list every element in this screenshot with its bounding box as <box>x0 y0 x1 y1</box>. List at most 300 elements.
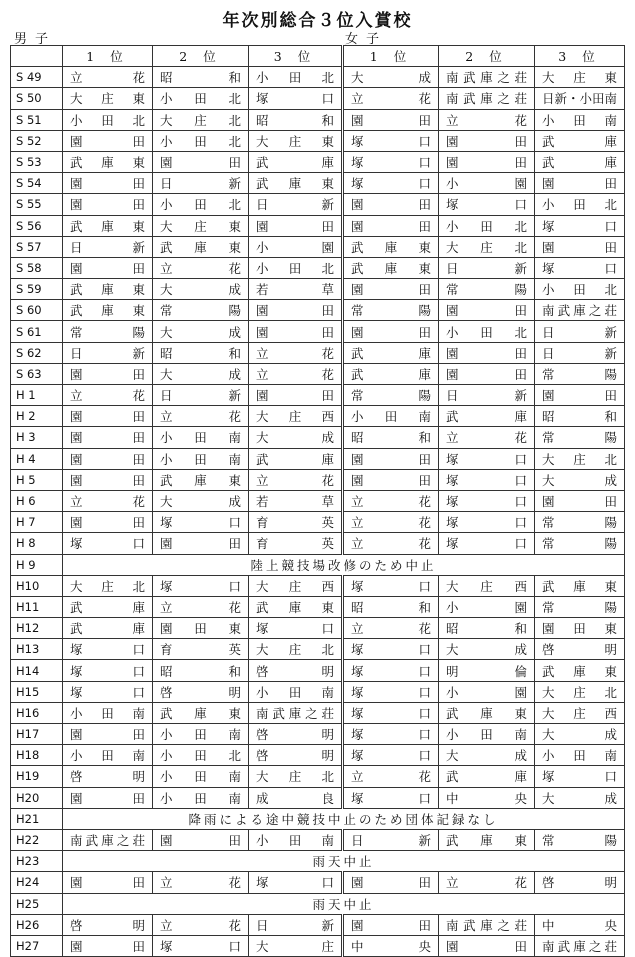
girls-3rd-cell: 大成 <box>535 724 625 745</box>
table-row <box>11 745 625 766</box>
boys-1st-cell: 日新 <box>63 236 153 257</box>
table-row <box>11 385 625 406</box>
boys-2nd-cell: 武庫東 <box>153 236 249 257</box>
boys-2nd-cell: 大庄東 <box>153 215 249 236</box>
boys-2nd-cell: 園田 <box>153 829 249 850</box>
table-row <box>11 914 625 935</box>
header-girls-3rd: 3 位 <box>535 46 625 67</box>
boys-2nd-cell: 小田南 <box>153 724 249 745</box>
year-cell: S 62 <box>11 342 63 363</box>
girls-2nd-cell: 武庫東 <box>439 829 535 850</box>
year-cell: H24 <box>11 872 63 893</box>
table-row <box>11 533 625 554</box>
table-row <box>11 724 625 745</box>
girls-1st-cell: 塚口 <box>343 151 439 172</box>
boys-3rd-cell: 南武庫之荘 <box>249 702 343 723</box>
girls-3rd-cell: 中央 <box>535 914 625 935</box>
boys-2nd-cell: 啓明 <box>153 681 249 702</box>
girls-1st-cell: 園田 <box>343 279 439 300</box>
boys-1st-cell: 園田 <box>63 512 153 533</box>
girls-2nd-cell: 園田 <box>439 151 535 172</box>
girls-3rd-cell: 武庫東 <box>535 660 625 681</box>
girls-3rd-cell: 大庄東 <box>535 67 625 88</box>
girls-3rd-cell: 常陽 <box>535 596 625 617</box>
boys-1st-cell: 園田 <box>63 787 153 808</box>
boys-3rd-cell: 育英 <box>249 512 343 533</box>
page-title: 年次別総合３位入賞校 <box>222 11 413 31</box>
boys-2nd-cell: 立花 <box>153 596 249 617</box>
table-row <box>11 618 625 639</box>
girls-2nd-cell: 園田 <box>439 342 535 363</box>
girls-1st-cell: 日新 <box>343 829 439 850</box>
year-cell: H 8 <box>11 533 63 554</box>
boys-3rd-cell: 大庄東 <box>249 130 343 151</box>
boys-1st-cell: 園田 <box>63 427 153 448</box>
girls-2nd-cell: 武庫 <box>439 406 535 427</box>
girls-3rd-cell: 常陽 <box>535 427 625 448</box>
year-cell: S 55 <box>11 194 63 215</box>
girls-2nd-cell: 塚口 <box>439 448 535 469</box>
boys-3rd-cell: 小田南 <box>249 681 343 702</box>
note-cell: 降雨による途中競技中止のため団体記録なし <box>63 808 625 829</box>
header-girls-1st: 1 位 <box>343 46 439 67</box>
girls-2nd-cell: 小園 <box>439 596 535 617</box>
girls-2nd-cell: 明倫 <box>439 660 535 681</box>
boys-1st-cell: 塚口 <box>63 639 153 660</box>
note-cell: 陸上競技場改修のため中止 <box>63 554 625 575</box>
girls-3rd-cell: 常陽 <box>535 829 625 850</box>
boys-1st-cell: 塚口 <box>63 660 153 681</box>
boys-3rd-cell: 大庄西 <box>249 575 343 596</box>
year-cell: H 3 <box>11 427 63 448</box>
table-row <box>11 427 625 448</box>
table-row <box>11 575 625 596</box>
girls-3rd-cell: 常陽 <box>535 363 625 384</box>
table-row <box>11 554 625 575</box>
year-cell: H 1 <box>11 385 63 406</box>
boys-2nd-cell: 小田北 <box>153 745 249 766</box>
boys-3rd-cell: 日新 <box>249 194 343 215</box>
girls-1st-cell: 昭和 <box>343 427 439 448</box>
girls-2nd-cell: 塚口 <box>439 490 535 511</box>
girls-3rd-cell: 塚口 <box>535 257 625 278</box>
girls-2nd-cell: 塚口 <box>439 469 535 490</box>
girls-3rd-cell: 武庫 <box>535 151 625 172</box>
boys-1st-cell: 常陽 <box>63 321 153 342</box>
girls-2nd-cell: 立花 <box>439 872 535 893</box>
boys-3rd-cell: 園田 <box>249 321 343 342</box>
boys-2nd-cell: 昭和 <box>153 660 249 681</box>
girls-3rd-cell: 園田 <box>535 236 625 257</box>
girls-1st-cell: 塚口 <box>343 575 439 596</box>
year-cell: H16 <box>11 702 63 723</box>
boys-1st-cell: 園田 <box>63 724 153 745</box>
boys-1st-cell: 園田 <box>63 130 153 151</box>
girls-1st-cell: 園田 <box>343 215 439 236</box>
year-cell: H12 <box>11 618 63 639</box>
girls-2nd-cell: 塚口 <box>439 512 535 533</box>
boys-1st-cell: 武庫 <box>63 596 153 617</box>
boys-2nd-cell: 立花 <box>153 914 249 935</box>
boys-1st-cell: 園田 <box>63 194 153 215</box>
boys-2nd-cell: 日新 <box>153 385 249 406</box>
girls-section-label: 女子 <box>345 32 388 47</box>
girls-1st-cell: 塚口 <box>343 639 439 660</box>
year-cell: S 57 <box>11 236 63 257</box>
table-row <box>11 893 625 914</box>
year-cell: H20 <box>11 787 63 808</box>
girls-3rd-cell: 塚口 <box>535 766 625 787</box>
boys-section-label: 男子 <box>14 32 57 47</box>
boys-3rd-cell: 啓明 <box>249 745 343 766</box>
results-table <box>10 45 625 957</box>
table-body <box>11 67 625 957</box>
girls-1st-cell: 武庫 <box>343 342 439 363</box>
girls-3rd-cell: 日新 <box>535 342 625 363</box>
girls-1st-cell: 大成 <box>343 67 439 88</box>
girls-3rd-cell: 武庫東 <box>535 575 625 596</box>
girls-2nd-cell: 南武庫之荘 <box>439 67 535 88</box>
girls-3rd-cell: 昭和 <box>535 406 625 427</box>
girls-3rd-cell: 常陽 <box>535 533 625 554</box>
boys-1st-cell: 武庫東 <box>63 300 153 321</box>
boys-3rd-cell: 小田北 <box>249 257 343 278</box>
year-cell: S 54 <box>11 173 63 194</box>
table-row <box>11 215 625 236</box>
girls-3rd-cell: 大成 <box>535 787 625 808</box>
boys-1st-cell: 塚口 <box>63 533 153 554</box>
boys-1st-cell: 小田南 <box>63 745 153 766</box>
girls-2nd-cell: 園田 <box>439 363 535 384</box>
boys-1st-cell: 小田南 <box>63 702 153 723</box>
table-row <box>11 660 625 681</box>
boys-1st-cell: 園田 <box>63 363 153 384</box>
boys-2nd-cell: 武庫東 <box>153 702 249 723</box>
girls-3rd-cell: 啓明 <box>535 872 625 893</box>
boys-2nd-cell: 塚口 <box>153 575 249 596</box>
boys-2nd-cell: 日新 <box>153 173 249 194</box>
table-row <box>11 342 625 363</box>
boys-2nd-cell: 小田南 <box>153 448 249 469</box>
year-cell: H13 <box>11 639 63 660</box>
boys-2nd-cell: 大庄北 <box>153 109 249 130</box>
year-cell: H26 <box>11 914 63 935</box>
girls-2nd-cell: 武庫東 <box>439 702 535 723</box>
table-row <box>11 490 625 511</box>
boys-3rd-cell: 昭和 <box>249 109 343 130</box>
year-cell: H 9 <box>11 554 63 575</box>
boys-3rd-cell: 若草 <box>249 490 343 511</box>
girls-2nd-cell: 小田北 <box>439 215 535 236</box>
boys-3rd-cell: 啓明 <box>249 724 343 745</box>
boys-1st-cell: 立花 <box>63 385 153 406</box>
table-row <box>11 194 625 215</box>
year-cell: S 58 <box>11 257 63 278</box>
girls-2nd-cell: 日新 <box>439 385 535 406</box>
year-cell: S 49 <box>11 67 63 88</box>
girls-3rd-cell: 小田北 <box>535 279 625 300</box>
girls-1st-cell: 中央 <box>343 935 439 956</box>
girls-2nd-cell: 南武庫之荘 <box>439 914 535 935</box>
girls-1st-cell: 小田南 <box>343 406 439 427</box>
girls-1st-cell: 立花 <box>343 512 439 533</box>
girls-1st-cell: 園田 <box>343 469 439 490</box>
girls-2nd-cell: 大庄西 <box>439 575 535 596</box>
girls-2nd-cell: 立花 <box>439 109 535 130</box>
year-cell: H15 <box>11 681 63 702</box>
boys-1st-cell: 啓明 <box>63 766 153 787</box>
boys-1st-cell: 大庄東 <box>63 88 153 109</box>
boys-3rd-cell: 大庄北 <box>249 639 343 660</box>
girls-1st-cell: 立花 <box>343 490 439 511</box>
girls-3rd-cell: 日新・小田南 <box>535 88 625 109</box>
boys-2nd-cell: 立花 <box>153 872 249 893</box>
girls-2nd-cell: 中央 <box>439 787 535 808</box>
boys-3rd-cell: 小園 <box>249 236 343 257</box>
boys-2nd-cell: 小田南 <box>153 787 249 808</box>
girls-3rd-cell: 大成 <box>535 469 625 490</box>
table-row <box>11 363 625 384</box>
year-cell: S 51 <box>11 109 63 130</box>
boys-1st-cell: 南武庫之荘 <box>63 829 153 850</box>
header-girls-2nd: 2 位 <box>439 46 535 67</box>
girls-1st-cell: 塚口 <box>343 660 439 681</box>
girls-2nd-cell: 塚口 <box>439 533 535 554</box>
girls-1st-cell: 塚口 <box>343 173 439 194</box>
boys-3rd-cell: 成良 <box>249 787 343 808</box>
year-cell: S 60 <box>11 300 63 321</box>
boys-3rd-cell: 大庄西 <box>249 406 343 427</box>
table-row <box>11 512 625 533</box>
header-year <box>11 46 63 67</box>
boys-1st-cell: 園田 <box>63 257 153 278</box>
boys-2nd-cell: 立花 <box>153 406 249 427</box>
boys-3rd-cell: 育英 <box>249 533 343 554</box>
girls-3rd-cell: 小田北 <box>535 194 625 215</box>
girls-2nd-cell: 園田 <box>439 130 535 151</box>
boys-2nd-cell: 園田 <box>153 533 249 554</box>
boys-2nd-cell: 昭和 <box>153 67 249 88</box>
table-row <box>11 829 625 850</box>
boys-1st-cell: 立花 <box>63 67 153 88</box>
boys-1st-cell: 園田 <box>63 469 153 490</box>
boys-2nd-cell: 大成 <box>153 363 249 384</box>
girls-2nd-cell: 昭和 <box>439 618 535 639</box>
girls-1st-cell: 園田 <box>343 194 439 215</box>
boys-1st-cell: 園田 <box>63 406 153 427</box>
year-cell: H25 <box>11 893 63 914</box>
girls-3rd-cell: 園田東 <box>535 618 625 639</box>
girls-3rd-cell: 園田 <box>535 385 625 406</box>
year-cell: S 63 <box>11 363 63 384</box>
header-boys-2nd: 2 位 <box>153 46 249 67</box>
table-row <box>11 151 625 172</box>
girls-2nd-cell: 塚口 <box>439 194 535 215</box>
table-row <box>11 596 625 617</box>
boys-2nd-cell: 大成 <box>153 490 249 511</box>
boys-3rd-cell: 大庄北 <box>249 766 343 787</box>
boys-2nd-cell: 大成 <box>153 321 249 342</box>
boys-1st-cell: 啓明 <box>63 914 153 935</box>
year-cell: H23 <box>11 851 63 872</box>
girls-2nd-cell: 大庄北 <box>439 236 535 257</box>
note-cell: 雨天中止 <box>63 851 625 872</box>
girls-1st-cell: 塚口 <box>343 787 439 808</box>
girls-1st-cell: 立花 <box>343 88 439 109</box>
year-cell: H14 <box>11 660 63 681</box>
girls-3rd-cell: 南武庫之荘 <box>535 300 625 321</box>
boys-3rd-cell: 大庄 <box>249 935 343 956</box>
boys-1st-cell: 立花 <box>63 490 153 511</box>
header-boys-1st: 1 位 <box>63 46 153 67</box>
boys-2nd-cell: 小田南 <box>153 427 249 448</box>
boys-3rd-cell: 啓明 <box>249 660 343 681</box>
girls-2nd-cell: 南武庫之荘 <box>439 88 535 109</box>
boys-3rd-cell: 武庫 <box>249 151 343 172</box>
table-row <box>11 702 625 723</box>
girls-2nd-cell: 常陽 <box>439 279 535 300</box>
girls-3rd-cell: 大庄西 <box>535 702 625 723</box>
boys-3rd-cell: 武庫 <box>249 448 343 469</box>
boys-2nd-cell: 小田北 <box>153 88 249 109</box>
girls-1st-cell: 立花 <box>343 766 439 787</box>
boys-3rd-cell: 立花 <box>249 342 343 363</box>
girls-2nd-cell: 小田北 <box>439 321 535 342</box>
table-row <box>11 639 625 660</box>
table-row <box>11 109 625 130</box>
table-row <box>11 236 625 257</box>
table-row <box>11 321 625 342</box>
boys-2nd-cell: 塚口 <box>153 512 249 533</box>
year-cell: H 4 <box>11 448 63 469</box>
girls-1st-cell: 塚口 <box>343 681 439 702</box>
table-row <box>11 766 625 787</box>
table-row <box>11 851 625 872</box>
boys-2nd-cell: 小田北 <box>153 194 249 215</box>
girls-3rd-cell: 南武庫之荘 <box>535 935 625 956</box>
boys-3rd-cell: 小田北 <box>249 67 343 88</box>
year-cell: S 53 <box>11 151 63 172</box>
boys-3rd-cell: 園田 <box>249 385 343 406</box>
boys-2nd-cell: 昭和 <box>153 342 249 363</box>
header-boys-3rd: 3 位 <box>249 46 343 67</box>
year-cell: S 52 <box>11 130 63 151</box>
boys-2nd-cell: 大成 <box>153 279 249 300</box>
table-row <box>11 935 625 956</box>
year-cell: H 6 <box>11 490 63 511</box>
girls-3rd-cell: 園田 <box>535 173 625 194</box>
girls-1st-cell: 塚口 <box>343 130 439 151</box>
table-row <box>11 257 625 278</box>
boys-3rd-cell: 大成 <box>249 427 343 448</box>
girls-3rd-cell: 塚口 <box>535 215 625 236</box>
girls-1st-cell: 常陽 <box>343 300 439 321</box>
girls-2nd-cell: 園田 <box>439 935 535 956</box>
boys-3rd-cell: 園田 <box>249 300 343 321</box>
table-row <box>11 300 625 321</box>
girls-3rd-cell: 常陽 <box>535 512 625 533</box>
girls-1st-cell: 昭和 <box>343 596 439 617</box>
boys-1st-cell: 武庫東 <box>63 151 153 172</box>
girls-1st-cell: 園田 <box>343 448 439 469</box>
table-row <box>11 808 625 829</box>
girls-2nd-cell: 小園 <box>439 681 535 702</box>
boys-2nd-cell: 常陽 <box>153 300 249 321</box>
girls-3rd-cell: 大庄北 <box>535 448 625 469</box>
boys-3rd-cell: 立花 <box>249 363 343 384</box>
boys-1st-cell: 塚口 <box>63 681 153 702</box>
boys-3rd-cell: 日新 <box>249 914 343 935</box>
table-row <box>11 406 625 427</box>
table-row <box>11 279 625 300</box>
girls-1st-cell: 立花 <box>343 533 439 554</box>
year-cell: H19 <box>11 766 63 787</box>
boys-3rd-cell: 武庫東 <box>249 596 343 617</box>
girls-3rd-cell: 啓明 <box>535 639 625 660</box>
boys-3rd-cell: 若草 <box>249 279 343 300</box>
year-cell: H10 <box>11 575 63 596</box>
girls-3rd-cell: 園田 <box>535 490 625 511</box>
boys-1st-cell: 武庫東 <box>63 279 153 300</box>
girls-2nd-cell: 小田南 <box>439 724 535 745</box>
year-cell: S 61 <box>11 321 63 342</box>
boys-2nd-cell: 園田 <box>153 151 249 172</box>
year-cell: H18 <box>11 745 63 766</box>
girls-1st-cell: 園田 <box>343 109 439 130</box>
girls-2nd-cell: 園田 <box>439 300 535 321</box>
year-cell: H11 <box>11 596 63 617</box>
year-cell: H27 <box>11 935 63 956</box>
year-cell: H17 <box>11 724 63 745</box>
girls-1st-cell: 塚口 <box>343 745 439 766</box>
boys-1st-cell: 園田 <box>63 448 153 469</box>
table-row <box>11 681 625 702</box>
year-cell: H 2 <box>11 406 63 427</box>
year-cell: H 5 <box>11 469 63 490</box>
boys-1st-cell: 園田 <box>63 173 153 194</box>
boys-3rd-cell: 塚口 <box>249 88 343 109</box>
girls-3rd-cell: 小田南 <box>535 109 625 130</box>
table-row <box>11 872 625 893</box>
boys-2nd-cell: 立花 <box>153 257 249 278</box>
year-cell: S 50 <box>11 88 63 109</box>
girls-1st-cell: 塚口 <box>343 724 439 745</box>
girls-3rd-cell: 日新 <box>535 321 625 342</box>
girls-2nd-cell: 日新 <box>439 257 535 278</box>
boys-2nd-cell: 小田南 <box>153 766 249 787</box>
girls-2nd-cell: 武庫 <box>439 766 535 787</box>
girls-3rd-cell: 武庫 <box>535 130 625 151</box>
girls-1st-cell: 常陽 <box>343 385 439 406</box>
boys-2nd-cell: 塚口 <box>153 935 249 956</box>
girls-2nd-cell: 大成 <box>439 745 535 766</box>
boys-1st-cell: 武庫東 <box>63 215 153 236</box>
boys-3rd-cell: 武庫東 <box>249 173 343 194</box>
table-row <box>11 448 625 469</box>
year-cell: H22 <box>11 829 63 850</box>
girls-1st-cell: 園田 <box>343 872 439 893</box>
table-row <box>11 173 625 194</box>
girls-1st-cell: 園田 <box>343 914 439 935</box>
table-row <box>11 130 625 151</box>
boys-1st-cell: 武庫 <box>63 618 153 639</box>
header-row <box>11 46 625 67</box>
girls-3rd-cell: 大庄北 <box>535 681 625 702</box>
boys-1st-cell: 日新 <box>63 342 153 363</box>
girls-1st-cell: 武庫 <box>343 363 439 384</box>
year-cell: S 59 <box>11 279 63 300</box>
boys-3rd-cell: 塚口 <box>249 872 343 893</box>
